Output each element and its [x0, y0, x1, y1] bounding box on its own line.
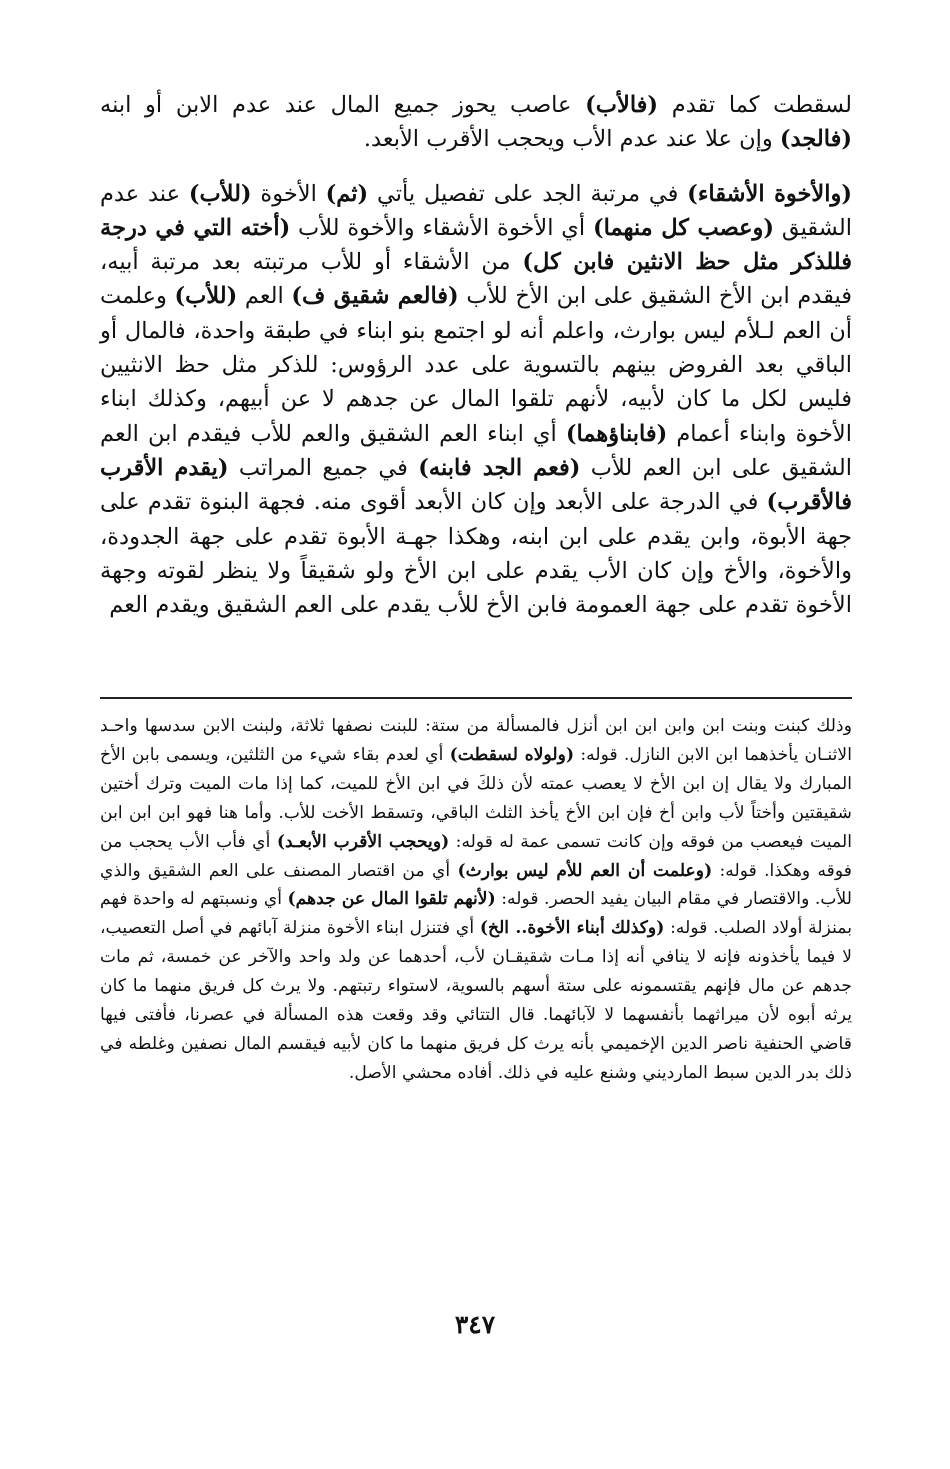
- text-segment: في مرتبة الجد على تفصيل يأتي: [368, 180, 688, 207]
- footnote-commentary: [100, 712, 852, 1088]
- paragraph-brothers-inheritance: [100, 177, 852, 623]
- paragraph-continuation: [100, 88, 852, 157]
- quoted-matn-segment: (يقدم الأقرب فالأقرب): [100, 454, 852, 516]
- text-segment: العم: [237, 283, 292, 310]
- quoted-matn-segment: (وعصب كل منهما): [592, 214, 775, 241]
- quoted-matn-segment: (فالعم شقيق ف): [291, 283, 459, 310]
- page-number: ٣٤٧: [454, 1310, 496, 1339]
- quoted-matn-segment: (والأخوة الأشقاء): [687, 180, 852, 207]
- text-segment: عاصب يحوز جميع المال عند عدم الابن أو ابنه: [100, 92, 586, 118]
- text-segment: أي ونسبتهم له واحدة فهم بمنزلة أولاد الصلب. قوله:: [100, 889, 852, 939]
- text-segment: من الأشقاء أو للأب مرتبته بعد مرتبة أبيه، فيقدم ابن الأخ الشقيق على ابن الأخ للأب: [100, 249, 852, 310]
- text-segment: وعلمت أن العم لـلأم ليس بوارث، واعلم أنه لو اجتمع بنو ابناء في طبقة واحدة، فالمال أو الباقي بعد الفروض بينهم بالتسوية على عدد الرؤوس: للذكر مثل حظ الانثيين فليس لكل ما كان لأبيه، لأنهم تلقوا المال عن جدهم لا عن أبيهم، وكذلك ابناء الأخوة وابناء أعمام: [100, 283, 852, 447]
- text-segment: في جميع المراتب: [228, 454, 419, 481]
- text-segment: أي الأخوة الأشقاء والأخوة للأب: [290, 214, 593, 241]
- quoted-matn-segment: (لأنهم تلقوا المال عن جدهم): [287, 889, 496, 910]
- text-segment: أي ابناء العم الشقيق والعم للأب فيقدم ابن العم الشقيق على ابن العم للأب: [100, 420, 852, 481]
- quoted-matn-segment: (ولولاه لسقطت): [449, 744, 575, 765]
- quoted-matn-segment: (فابناؤهما): [565, 420, 668, 447]
- text-segment: وإن علا عند عدم الأب ويحجب الأقرب الأبعد.: [363, 126, 780, 153]
- quoted-matn-segment: (فالأب): [585, 92, 659, 118]
- quoted-matn-segment: (للأب): [188, 180, 252, 207]
- text-segment: أي لعدم بقاء شيء من الثلثين، ويسمى بابن الأخ المبارك ولا يقال إن ابن الأخ لا يعصب عمته لأن ذلكَ في ابن الأخ للميت، كما إذا مات الميت وترك أختين شقيقتين وأختاً لأب وابن أخ فإن ابن الأخ يأخذ الثلث الباقي، وتسقط الأخت للأب. وأما هنا فهو ابن ابن ابن الميت فيعصب من فوقه وإن كانت تسمى عمة له قوله:: [100, 744, 853, 852]
- text-segment: عند عدم الشقيق: [100, 180, 852, 241]
- quoted-matn-segment: (وكذلك أبناء الأخوة.. الخ): [479, 918, 665, 939]
- text-segment: أي فتنزل ابناء الأخوة منزلة آبائهم في أصل التعصيب، لا فيما يأخذونه فإنه لا ينافي أنه إذا مـات شقيقـان لأب، أحدهما عن ولد واحد والآخر عن خمسة، ثم مات جدهم عن مال فإنهم يقتسمونه على ستة أسهم بالسوية، لاستواء رتبتهم. ولا يرث كل فريق منهما ما كان يرثه أبوه لأن ميراثهما بأنفسهما لا لآبائهما. قال التتائي وقد وقعت هذه المسألة في عصرنا، فأفتى فيها قاضي الحنفية ناصر الدين الإخميمي بأنه يرث كل فريق منهما ما كان لأبيه فيقسم المال نصفين وغلطه في ذلك بدر الدين سبط المارديني وشنع عليه في ذلك. أفاده محشي الأصل.: [100, 918, 852, 1083]
- main-text: [100, 88, 852, 622]
- text-segment: في الدرجة على الأبعد وإن كان الأبعد أقوى منه. فجهة البنوة تقدم على جهة الأبوة، وابن يقدم على ابن ابنه، وهكذا جهـة الأبوة تقدم على جهة الجدودة، والأخوة، والأخ وإن كان الأب يقدم على ابن الأخ ولو شقيقاً ولا ينظر لقوته وجهة الأخوة تقدم على جهة العمومة فابن الأخ للأب يقدم على العم الشقيق ويقدم العم: [100, 489, 852, 619]
- quoted-matn-segment: (وعلمت أن العم للأم ليس بوارث): [457, 860, 713, 881]
- text-segment: لسقطت كما تقدم: [658, 92, 852, 118]
- quoted-matn-segment: (للأب): [174, 283, 238, 310]
- text-segment: أي من اقتصار المصنف على العم الشقيق والذي للأب. والاقتصار في مقام البيان يفيد الحصر. قوله:: [100, 860, 852, 910]
- quoted-matn-segment: (فالجد): [779, 126, 852, 153]
- text-segment: أي فأب الأب يحجب من فوقه وهكذا. قوله:: [100, 831, 852, 881]
- text-segment: الأخوة: [251, 180, 326, 207]
- quoted-matn-segment: (ويحجب الأقرب الأبعـد): [276, 831, 450, 852]
- text-segment: وذلك كبنت وبنت ابن وابن ابن ابن أنزل فالمسألة من ستة: للبنت نصفها ثلاثة، ولبنت الابن سدسها واحـد الاثنـان يأخذهما ابن الابن النازل. قوله:: [100, 716, 852, 765]
- footnote-separator: [100, 697, 852, 699]
- quoted-matn-segment: (أخته التي في درجة فللذكر مثل حظ الانثين فابن كل): [100, 214, 852, 276]
- quoted-matn-segment: (ثم): [325, 180, 369, 207]
- quoted-matn-segment: (فعم الجد فابنه): [418, 454, 581, 481]
